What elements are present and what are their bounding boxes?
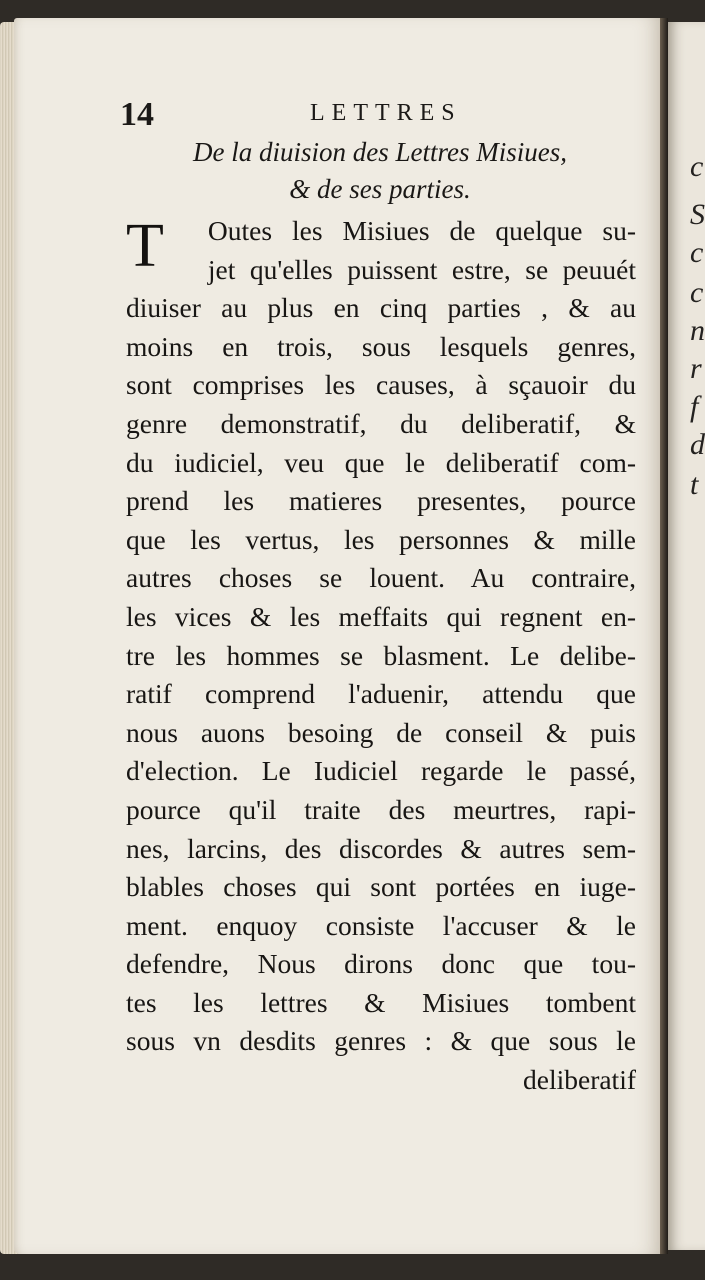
text-line: defendre, Nous dirons donc que tou- (126, 948, 636, 980)
text-line: Outes les Misiues de quelque su- (207, 215, 636, 246)
next-page-letter: f (690, 390, 699, 423)
next-page-letter: c (690, 276, 704, 309)
next-page-letter: t (690, 468, 699, 501)
text-line: sous vn desdits genres : & que sous le (126, 1025, 636, 1057)
text-line: tes les lettres & Misiues tombent (126, 986, 636, 1018)
body-text (126, 212, 636, 1100)
catchword: deliberatif (523, 1064, 636, 1096)
next-page-letter: n (690, 314, 705, 347)
chapter-title-line: De la diuision des Lettres Misiues, (193, 137, 567, 167)
page-number: 14 (120, 96, 154, 133)
chapter-title-line: & de ses parties. (289, 174, 471, 204)
gutter (660, 18, 668, 1254)
text-line: ratif comprend l'aduenir, attendu que (126, 678, 636, 710)
next-page-letter: c (690, 150, 704, 183)
right-page-fragment (668, 22, 705, 1250)
text-line: autres choses se louent. Au contraire, (126, 562, 636, 594)
text-line: d'election. Le Iudiciel regarde le passé, (126, 755, 636, 787)
drop-cap: T (126, 212, 164, 280)
text-line: tre les hommes se blasment. Le delibe- (126, 639, 636, 671)
text-line: pource qu'il traite des meurtres, rapi- (126, 793, 636, 825)
text-line: du iudiciel, veu que le deliberatif com- (126, 446, 636, 478)
next-page-letter: d (690, 428, 705, 461)
next-page-letter: r (690, 352, 702, 385)
running-head: LETTRES (310, 100, 462, 126)
text-line: prend les matieres presentes, pource (126, 485, 636, 517)
text-line: nous auons besoing de conseil & puis (126, 716, 636, 748)
text-line: moins en trois, sous lesquels genres, (126, 330, 636, 362)
page-header (120, 96, 640, 132)
text-line: les vices & les meffaits qui regnent en- (126, 600, 636, 632)
text-line: genre demonstratif, du deliberatif, & (126, 407, 636, 439)
text-line: ment. enquoy consiste l'accuser & le (126, 909, 636, 941)
text-line: que les vertus, les personnes & mille (126, 523, 636, 555)
next-page-letter: c (690, 236, 704, 269)
text-line: blables choses qui sont portées en iuge- (126, 871, 636, 903)
text-line: jet qu'elles puissent estre, se peuuét (207, 253, 636, 285)
text-line: sont comprises les causes, à sçauoir du (126, 369, 636, 401)
text-line: nes, larcins, des discordes & autres sem- (126, 832, 636, 864)
text-line: diuiser au plus en cinq parties , & au (126, 292, 636, 324)
next-page-letter: S (690, 198, 705, 231)
chapter-title (130, 134, 630, 208)
